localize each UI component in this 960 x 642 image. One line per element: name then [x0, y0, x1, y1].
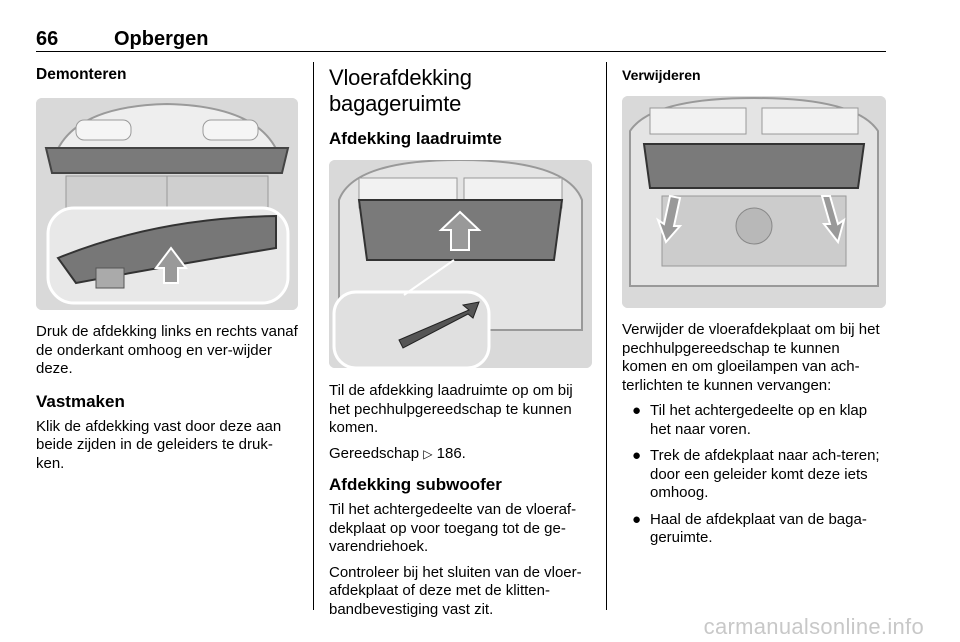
paragraph-subwoofer: Til het achtergedeelte van de vloeraf-dekplaat op voor toegang tot de ge-varendriehoek.: [329, 501, 577, 555]
column-3: [622, 62, 886, 556]
page-header: [36, 28, 886, 52]
illustration-cover-removal: [36, 98, 298, 310]
column-2: [329, 62, 592, 619]
list-item: [622, 447, 886, 503]
paragraph-remove-floor-plate: Verwijder de vloerafdekplaat om bij het pechhulpgereedschap te kunnen komen en om gloeilampen van ach-terlichten te kunnen vervangen:: [622, 321, 880, 394]
triangle-ref-icon: ▷: [423, 446, 433, 461]
watermark: carmanualsonline.info: [703, 614, 924, 639]
list-item: [622, 402, 886, 439]
steps-list: [622, 402, 886, 548]
subsection-title-afdekking-laadruimte: Afdekking laadruimte: [329, 129, 502, 148]
header-rule: [36, 51, 886, 52]
list-item-text: Til het achtergedeelte op en klap het naar voren.: [650, 402, 868, 438]
tools-label: Gereedschap: [329, 444, 420, 462]
bullet-icon: ●: [632, 510, 642, 528]
paragraph-velcro-check: Controleer bij het sluiten van de vloer-afdekplaat of deze met de klitten-bandbevestiging vast zit.: [329, 563, 582, 618]
list-item: [622, 511, 886, 548]
column-1: [36, 62, 298, 473]
illustration-load-floor: [329, 160, 592, 368]
column-separator-2: [606, 62, 607, 610]
list-item-text: Trek de afdekplaat naar ach-teren; door een geleider komt deze iets omhoog.: [650, 447, 880, 501]
section-title-vloerafdekking-line1: Vloerafdekking: [329, 65, 472, 90]
section-title-verwijderen: Verwijderen: [622, 67, 701, 83]
list-item-text: Haal de afdekplaat van de baga-geruimte.: [650, 510, 867, 546]
subsection-title-afdekking-subwoofer: Afdekking subwoofer: [329, 475, 502, 494]
paragraph-attach-cover: Klik de afdekking vast door deze aan beide zijden in de geleiders te druk-ken.: [36, 417, 282, 472]
section-title-vloerafdekking-line2: bagageruimte: [329, 91, 462, 116]
chapter-title: Opbergen: [114, 28, 209, 50]
page-reference[interactable]: 186.: [436, 444, 466, 462]
illustration-floor-plate-removal: [622, 96, 886, 308]
bullet-icon: ●: [632, 402, 642, 419]
section-title-vastmaken: Vastmaken: [36, 391, 125, 411]
page-number: 66: [36, 28, 59, 50]
paragraph-remove-cover: Druk de afdekking links en rechts vanaf de onderkant omhoog en ver-wijder deze.: [36, 323, 298, 377]
paragraph-tools-reference: [329, 445, 592, 464]
bullet-icon: ●: [632, 447, 642, 464]
section-title-demonteren: Demonteren: [36, 66, 127, 83]
paragraph-lift-cover: Til de afdekking laadruimte op om bij het pechhulpgereedschap te kunnen komen.: [329, 382, 573, 436]
column-separator-1: [313, 62, 314, 610]
